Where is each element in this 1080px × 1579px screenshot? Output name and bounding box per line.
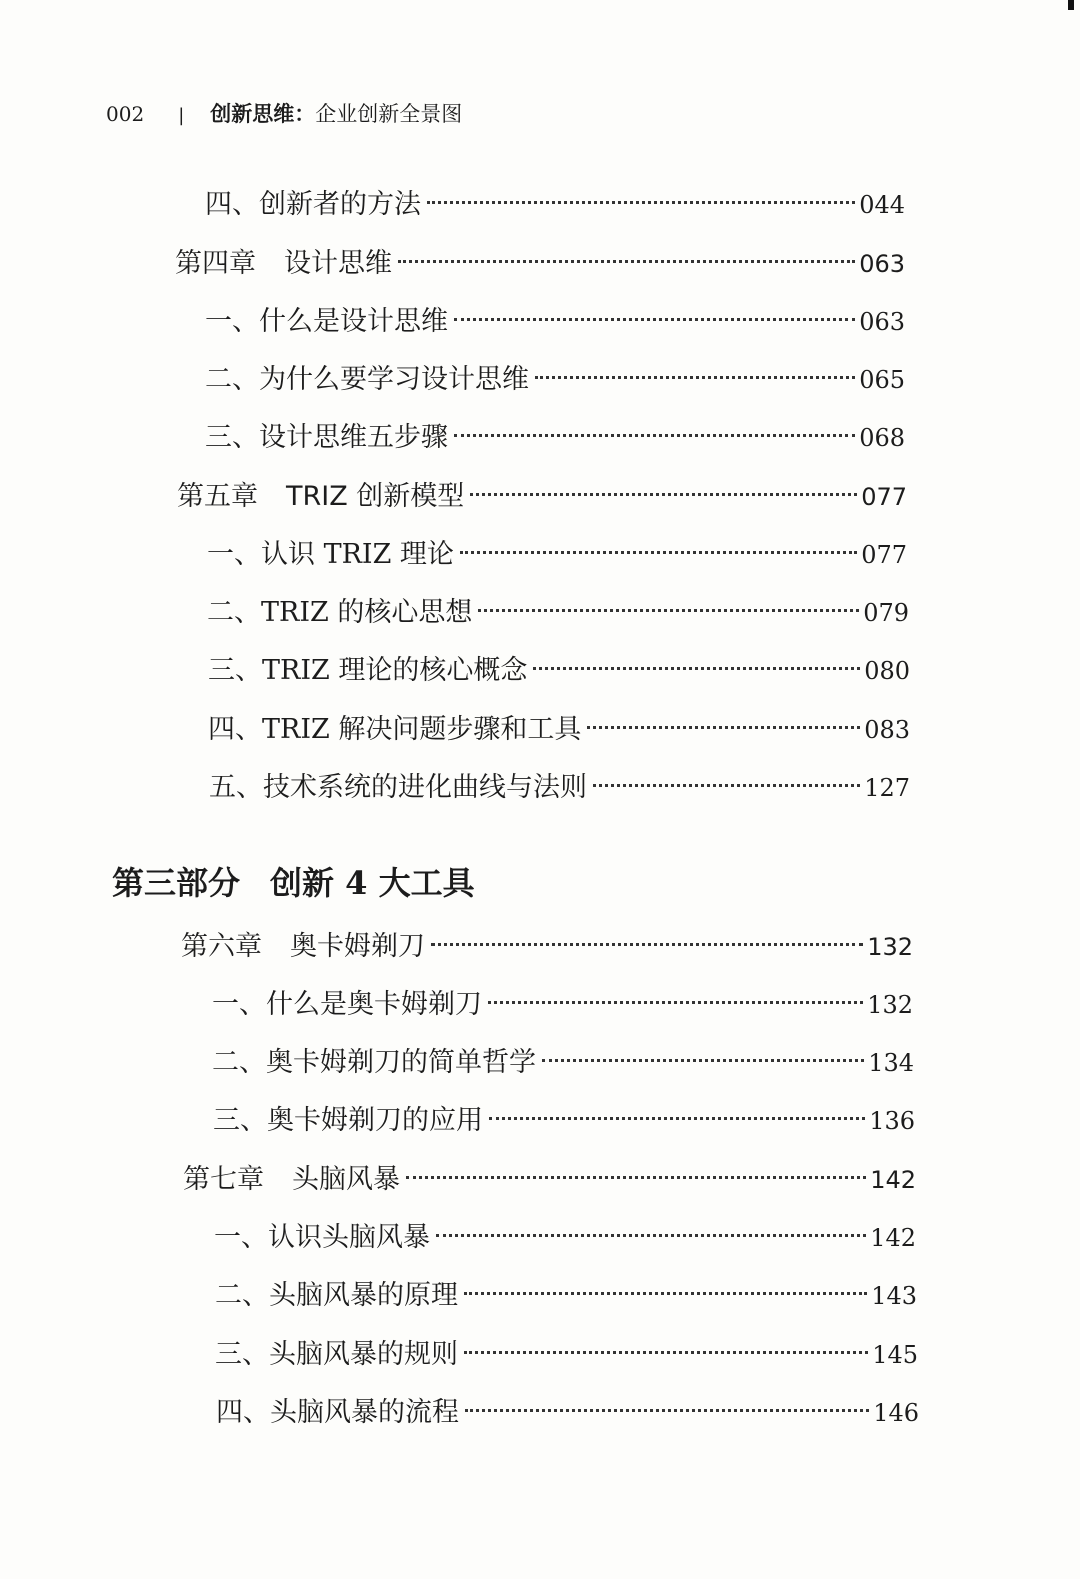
toc-entry-label: 五、技术系统的进化曲线与法则 (209, 772, 587, 803)
toc-entry-label: 三、奥卡姆剃刀的应用 (213, 1105, 483, 1136)
leader-dots (488, 1001, 863, 1004)
toc-entry[interactable] (216, 1393, 919, 1433)
chapter-title: 奥卡姆剃刀 (290, 931, 425, 962)
toc-entry[interactable] (207, 535, 907, 575)
chapter-number: 第七章 (183, 1164, 264, 1195)
toc-chapter-entry[interactable] (175, 244, 905, 284)
leader-dots (489, 1117, 865, 1120)
toc-entry-page: 132 (867, 991, 913, 1019)
leader-dots (535, 376, 855, 379)
leader-dots (593, 784, 860, 787)
book-title: 创新思维： (210, 102, 316, 126)
toc-entry-page: 080 (864, 657, 910, 685)
part-heading (112, 858, 475, 904)
toc-entry[interactable] (215, 1276, 917, 1316)
toc-entry-label: 四、TRIZ 解决问题步骤和工具 (208, 714, 582, 745)
toc-entry-page: 063 (859, 308, 905, 336)
toc-entry[interactable] (208, 651, 910, 691)
toc-entry-label: 三、头脑风暴的规则 (215, 1339, 458, 1370)
scan-edge-mark (1068, 0, 1074, 10)
toc-entry[interactable] (209, 768, 910, 808)
chapter-number: 第五章 (177, 481, 258, 512)
toc-entry[interactable] (207, 593, 909, 633)
toc-entry-page: 063 (859, 250, 905, 278)
chapter-title: 头脑风暴 (292, 1164, 400, 1195)
part-title: 创新 4 大工具 (270, 864, 475, 902)
toc-entry-page: 134 (868, 1049, 914, 1077)
toc-entry-label: 二、TRIZ 的核心思想 (207, 597, 473, 628)
leader-dots (460, 551, 857, 554)
toc-entry-page: 132 (867, 933, 913, 961)
toc-entry[interactable] (205, 360, 905, 400)
toc-entry-label: 三、设计思维五步骤 (205, 422, 448, 453)
toc-entry[interactable] (208, 710, 910, 750)
toc-entry-page: 077 (861, 483, 907, 511)
toc-entry-label: 四、头脑风暴的流程 (216, 1397, 459, 1428)
toc-chapter-label (177, 477, 464, 517)
toc-entry[interactable] (212, 985, 913, 1025)
chapter-number: 第六章 (181, 931, 262, 962)
toc-entry[interactable] (212, 1043, 914, 1083)
leader-dots (436, 1234, 866, 1237)
toc-entry-label: 一、什么是奥卡姆剃刀 (212, 989, 482, 1020)
toc-chapter-label (183, 1160, 400, 1200)
leader-dots (431, 943, 863, 946)
toc-entry-page: 068 (859, 424, 905, 452)
toc-chapter-entry[interactable] (183, 1160, 916, 1200)
leader-dots (587, 726, 860, 729)
chapter-number: 第四章 (175, 248, 256, 279)
leader-dots (398, 260, 855, 263)
toc-entry[interactable] (205, 185, 905, 225)
toc-chapter-label (175, 244, 392, 284)
toc-entry-page: 142 (870, 1224, 916, 1252)
toc-entry-label: 三、TRIZ 理论的核心概念 (208, 655, 528, 686)
toc-entry-label: 一、认识头脑风暴 (214, 1222, 430, 1253)
toc-entry[interactable] (205, 418, 905, 458)
toc-entry-label: 二、为什么要学习设计思维 (205, 364, 529, 395)
running-header (106, 98, 462, 128)
leader-dots (427, 201, 855, 204)
toc-chapter-entry[interactable] (181, 927, 913, 967)
toc-entry-page: 136 (869, 1107, 915, 1135)
leader-dots (465, 1409, 869, 1412)
leader-dots (454, 318, 855, 321)
toc-entry[interactable] (215, 1335, 918, 1375)
toc-entry-page: 044 (859, 191, 905, 219)
leader-dots (464, 1351, 868, 1354)
book-subtitle: 企业创新全景图 (315, 102, 463, 126)
leader-dots (533, 667, 860, 670)
part-number: 第三部分 (112, 864, 241, 902)
toc-entry[interactable] (205, 302, 905, 342)
toc-entry-label: 一、认识 TRIZ 理论 (207, 539, 454, 570)
chapter-title: TRIZ 创新模型 (286, 481, 465, 512)
toc-entry-page: 145 (872, 1341, 918, 1369)
leader-dots (470, 493, 857, 496)
leader-dots (406, 1176, 866, 1179)
leader-dots (478, 609, 859, 612)
toc-chapter-entry[interactable] (177, 477, 907, 517)
toc-entry-label: 四、创新者的方法 (205, 189, 421, 220)
toc-entry-page: 079 (863, 599, 909, 627)
toc-entry-label: 二、头脑风暴的原理 (215, 1280, 458, 1311)
page-number: 002 (106, 102, 145, 126)
leader-dots (542, 1059, 864, 1062)
toc-entry-page: 142 (870, 1166, 916, 1194)
toc-entry-page: 065 (859, 366, 905, 394)
toc-entry[interactable] (214, 1218, 916, 1258)
toc-entry-page: 077 (861, 541, 907, 569)
toc-entry-page: 143 (871, 1282, 917, 1310)
header-separator: | (178, 105, 185, 126)
toc-entry-page: 127 (864, 774, 910, 802)
toc-chapter-label (181, 927, 425, 967)
toc-entry[interactable] (213, 1101, 915, 1141)
toc-entry-label: 二、奥卡姆剃刀的简单哲学 (212, 1047, 536, 1078)
toc-entry-page: 146 (873, 1399, 919, 1427)
leader-dots (454, 434, 855, 437)
chapter-title: 设计思维 (284, 248, 392, 279)
leader-dots (464, 1292, 867, 1295)
toc-entry-label: 一、什么是设计思维 (205, 306, 448, 337)
toc-entry-page: 083 (864, 716, 910, 744)
